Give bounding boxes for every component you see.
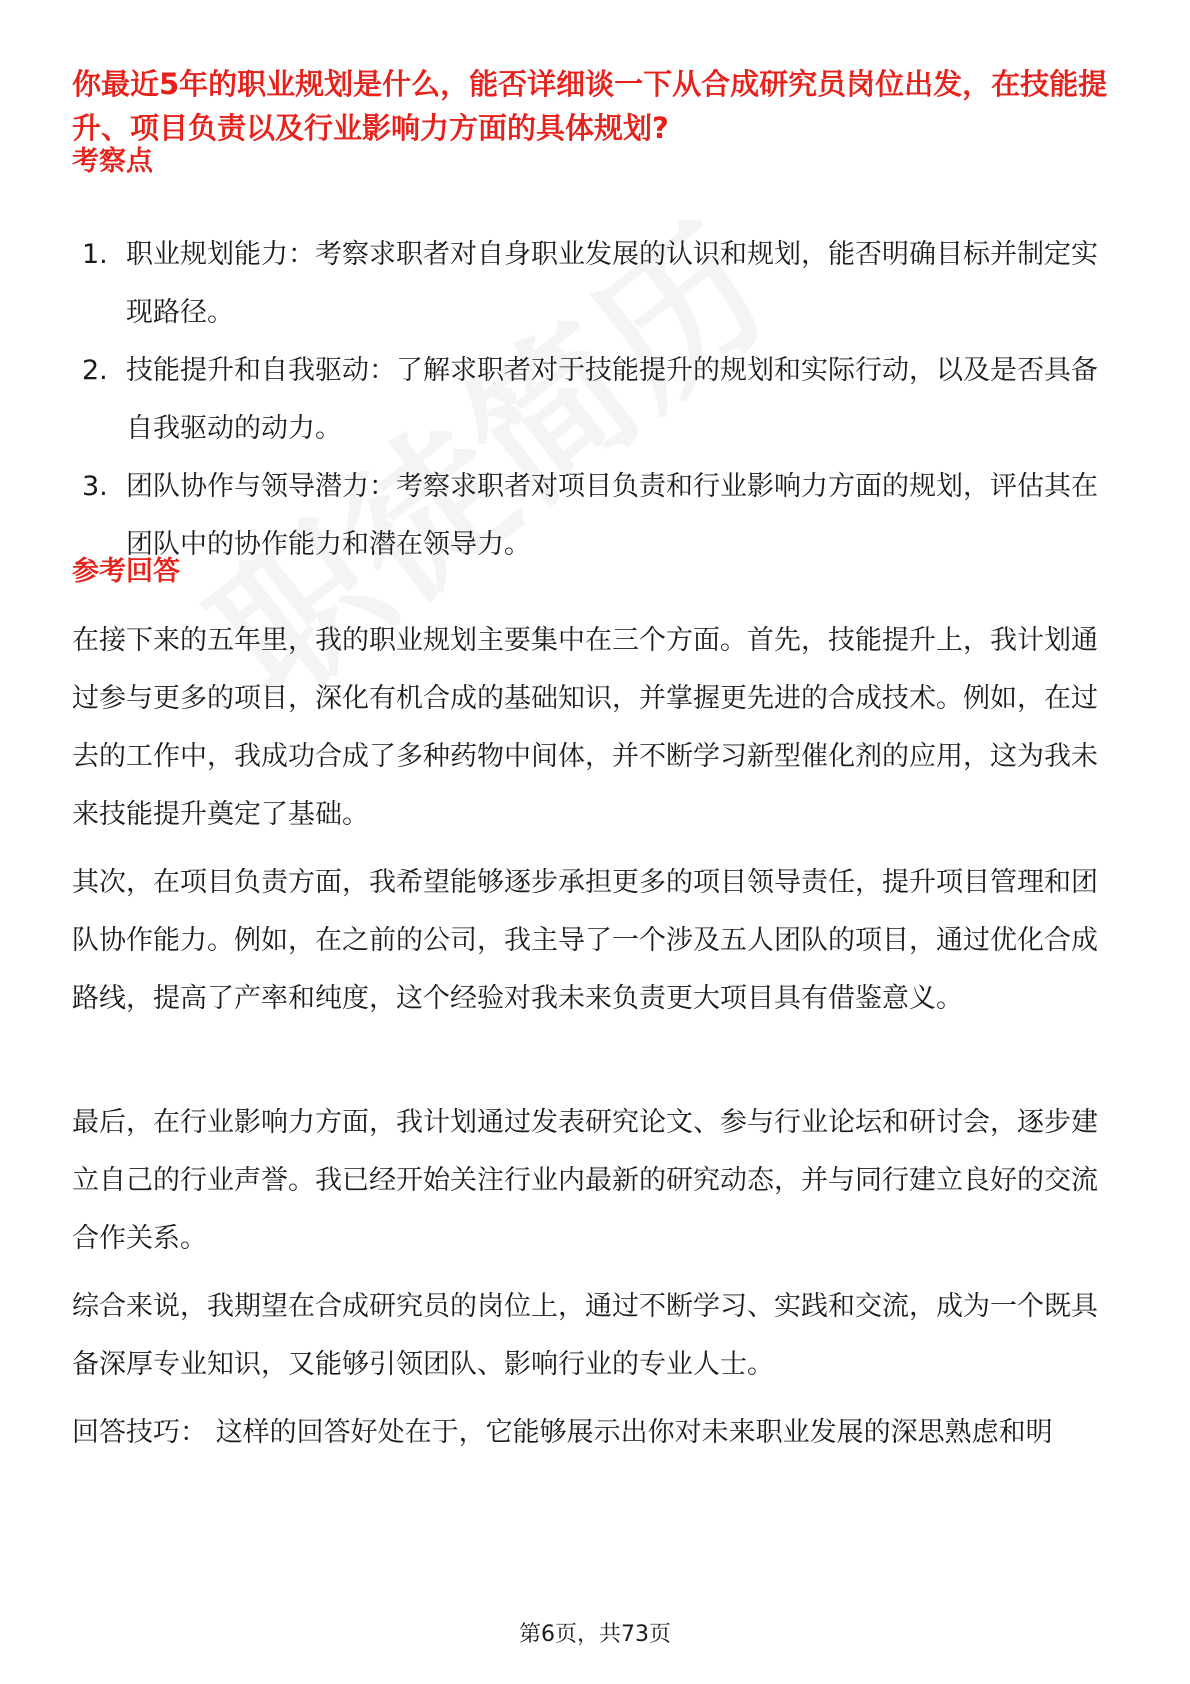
list-item-text: 职业规划能力：考察求职者对自身职业发展的认识和规划，能否明确目标并制定实现路径。 bbox=[126, 239, 1098, 328]
answer-paragraph-3: 最后，在行业影响力方面，我计划通过发表研究论文、参与行业论坛和研讨会，逐步建立自己的行业声誉。我已经开始关注行业内最新的研究动态，并与同行建立良好的交流合作关系。 bbox=[72, 1107, 1098, 1254]
list-item bbox=[82, 226, 1122, 342]
answer-paragraph-2: 其次，在项目负责方面，我希望能够逐步承担更多的项目领导责任，提升项目管理和团队协作能力。例如，在之前的公司，我主导了一个涉及五人团队的项目，通过优化合成路线，提高了产率和纯度，这个经验对我未来负责更大项目具有借鉴意义。 bbox=[72, 867, 1098, 1014]
list-item-number: 1. bbox=[82, 239, 108, 270]
list-item bbox=[82, 342, 1122, 458]
list-item-number: 3. bbox=[82, 471, 108, 502]
section-title-answer: 参考回答 bbox=[72, 556, 180, 587]
points-list bbox=[82, 226, 1122, 574]
section-title-points: 考察点 bbox=[72, 146, 153, 177]
answer-tips: 回答技巧： 这样的回答好处在于，它能够展示出你对未来职业发展的深思熟虑和明 bbox=[72, 1417, 1053, 1448]
question-heading: 你最近5年的职业规划是什么，能否详细谈一下从合成研究员岗位出发，在技能提升、项目负责以及行业影响力方面的具体规划? bbox=[72, 67, 1108, 145]
list-item bbox=[82, 458, 1122, 574]
page-number: 第6页，共73页 bbox=[519, 1622, 671, 1647]
answer-paragraph-4: 综合来说，我期望在合成研究员的岗位上，通过不断学习、实践和交流，成为一个既具备深厚专业知识，又能够引领团队、影响行业的专业人士。 bbox=[72, 1291, 1098, 1380]
list-item-text: 技能提升和自我驱动：了解求职者对于技能提升的规划和实际行动，以及是否具备自我驱动的动力。 bbox=[126, 355, 1098, 444]
answer-paragraph-1: 在接下来的五年里，我的职业规划主要集中在三个方面。首先，技能提升上，我计划通过参与更多的项目，深化有机合成的基础知识，并掌握更先进的合成技术。例如，在过去的工作中，我成功合成了多种药物中间体，并不断学习新型催化剂的应用，这为我未来技能提升奠定了基础。 bbox=[72, 625, 1098, 830]
list-item-number: 2. bbox=[82, 355, 108, 386]
list-item-text: 团队协作与领导潜力：考察求职者对项目负责和行业影响力方面的规划，评估其在团队中的协作能力和潜在领导力。 bbox=[126, 471, 1098, 560]
